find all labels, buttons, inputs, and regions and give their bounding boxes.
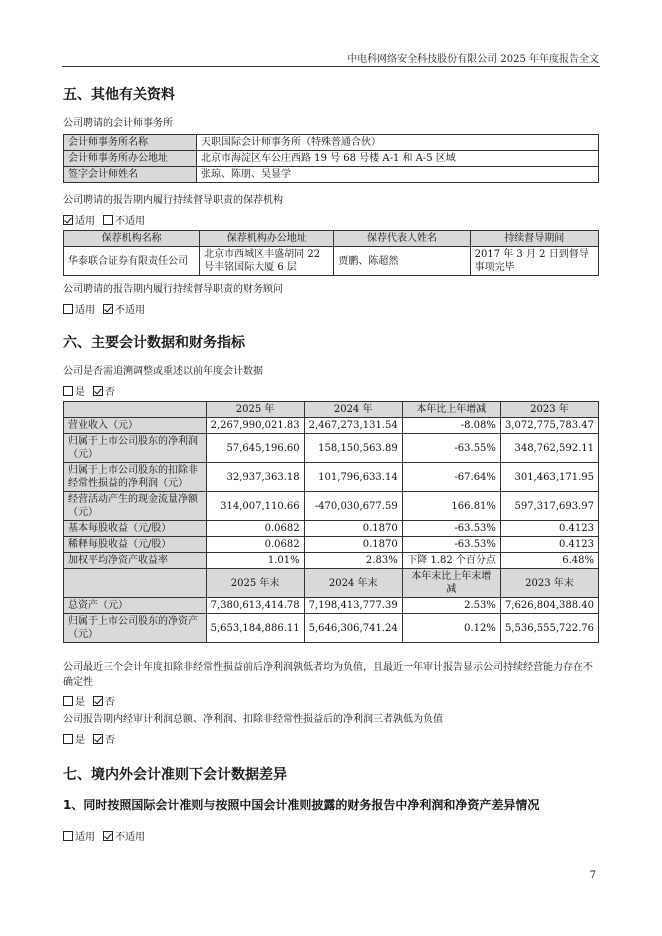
option-label-yes: 是 <box>75 387 85 398</box>
fin-value: 0.0682 <box>206 521 304 537</box>
fin-value: 5,536,555,722.76 <box>500 614 598 643</box>
fin-row-label: 营业收入（元） <box>64 418 207 434</box>
sponsor-row <box>64 247 599 276</box>
fin-header-cell <box>64 569 207 598</box>
firm-value: 北京市海淀区车公庄西路 19 号 68 号楼 A-1 和 A-5 区域 <box>197 151 599 167</box>
sponsor-cell: 北京市西城区丰盛胡同 22 号丰铭国际大厦 6 层 <box>200 247 334 276</box>
fin-header-cell: 2023 年末 <box>500 569 598 598</box>
fin-value: 5,653,184,886.11 <box>206 614 304 643</box>
fin-value: -63.53% <box>402 521 500 537</box>
fin-value: 2,267,990,021.83 <box>206 418 304 434</box>
fin-header-cell: 本年比上年增减 <box>402 402 500 418</box>
restate-intro: 公司是否需追溯调整或重述以前年度会计数据 <box>63 366 263 377</box>
fin-header-cell: 2023 年 <box>500 402 598 418</box>
option-label-no: 否 <box>105 387 115 398</box>
section7-title: 七、境内外会计准则下会计数据差异 <box>63 767 287 783</box>
fin-value: 7,626,804,388.40 <box>500 598 598 614</box>
fin-header-cell: 2024 年 <box>304 402 402 418</box>
fin-value: 158,150,563.89 <box>304 434 402 463</box>
fin-row <box>64 434 599 463</box>
fin-value: 0.0682 <box>206 537 304 553</box>
fin-value: 597,317,693.97 <box>500 492 598 521</box>
negative-option <box>63 731 123 746</box>
fin-value: -470,030,677.59 <box>304 492 402 521</box>
fin-value: 0.1870 <box>304 537 402 553</box>
fin-row-label: 归属于上市公司股东的扣除非经常性损益的净利润（元） <box>64 463 207 492</box>
fin-value: 166.81% <box>402 492 500 521</box>
option-label-no: 不适用 <box>115 216 145 227</box>
checked-box-icon <box>103 304 113 314</box>
fin-value: 0.4123 <box>500 521 598 537</box>
negative-text: 公司报告期内经审计利润总额、净利润、扣除非经常性损益后的净利润三者孰低为负值 <box>63 714 443 725</box>
fin-value: 2.53% <box>402 598 500 614</box>
fin-value: -63.53% <box>402 537 500 553</box>
fin-value: 101,796,633.14 <box>304 463 402 492</box>
option-label-no: 不适用 <box>115 305 145 316</box>
fin-value: 2.83% <box>304 553 402 569</box>
going-concern-option <box>63 693 123 708</box>
fin-row <box>64 521 599 537</box>
fin-value: 0.4123 <box>500 537 598 553</box>
fin-value: 3,072,775,783.47 <box>500 418 598 434</box>
fin-value: 下降 1.82 个百分点 <box>402 553 500 569</box>
fin-header-cell: 2024 年末 <box>304 569 402 598</box>
advisor-intro: 公司聘请的报告期内履行持续督导职责的财务顾问 <box>63 284 283 295</box>
firm-label: 会计师事务所办公地址 <box>64 151 197 167</box>
sponsor-intro: 公司聘请的报告期内履行持续督导职责的保荐机构 <box>63 195 283 206</box>
checked-box-icon <box>63 215 73 225</box>
fin-header-cell <box>64 402 207 418</box>
option-label-no: 否 <box>105 697 115 708</box>
page-header: 中电科网络安全科技股份有限公司 2025 年年度报告全文 <box>347 54 599 65</box>
firm-intro: 公司聘请的会计师事务所 <box>63 118 173 129</box>
fin-value: -8.08% <box>402 418 500 434</box>
financial-table <box>63 401 599 643</box>
header-rule <box>62 66 600 67</box>
checked-box-icon <box>93 696 103 706</box>
firm-row <box>64 167 599 183</box>
fin-value: 2,467,273,131.54 <box>304 418 402 434</box>
fin-value: -67.64% <box>402 463 500 492</box>
fin-value: 0.1870 <box>304 521 402 537</box>
option-label-yes: 是 <box>75 697 85 708</box>
firm-table <box>63 134 599 183</box>
fin-value: 6.48% <box>500 553 598 569</box>
sub1-option <box>63 828 153 843</box>
fin-row-label: 归属于上市公司股东的净资产（元） <box>64 614 207 643</box>
option-label-yes: 适用 <box>75 832 95 843</box>
fin-value: -63.55% <box>402 434 500 463</box>
fin-row <box>64 463 599 492</box>
sponsor-cell: 2017 年 3 月 2 日到督导事项完毕 <box>470 247 598 276</box>
fin-row-label: 经营活动产生的现金流量净额（元） <box>64 492 207 521</box>
fin-row-label: 总资产（元） <box>64 598 207 614</box>
sponsor-header-cell: 保荐代表人姓名 <box>334 231 470 247</box>
fin-value: 7,198,413,777.39 <box>304 598 402 614</box>
unchecked-box-icon <box>63 696 73 706</box>
unchecked-box-icon <box>63 386 73 396</box>
fin-header-cell: 本年末比上年末增减 <box>402 569 500 598</box>
sponsor-option <box>63 212 153 227</box>
fin-value: 5,646,306,741.24 <box>304 614 402 643</box>
sponsor-header-cell: 持续督导期间 <box>470 231 598 247</box>
fin-value: 32,937,363.18 <box>206 463 304 492</box>
firm-row <box>64 135 599 151</box>
fin-value: 0.12% <box>402 614 500 643</box>
sponsor-header-row <box>64 231 599 247</box>
fin-value: 57,645,196.60 <box>206 434 304 463</box>
fin-row <box>64 418 599 434</box>
option-label-yes: 适用 <box>75 305 95 316</box>
option-label-yes: 是 <box>75 735 85 746</box>
fin-value: 314,007,110.66 <box>206 492 304 521</box>
firm-value: 天职国际会计师事务所（特殊普通合伙） <box>197 135 599 151</box>
fin-header-row-2 <box>64 569 599 598</box>
restate-option <box>63 383 123 398</box>
fin-row <box>64 614 599 643</box>
checked-box-icon <box>93 734 103 744</box>
page-number: 7 <box>589 870 596 881</box>
fin-row <box>64 598 599 614</box>
section7-sub1: 1、同时按照国际会计准则与按照中国会计准则披露的财务报告中净利润和净资产差异情况 <box>63 798 540 812</box>
fin-row <box>64 537 599 553</box>
firm-value: 张琼、陈朋、吴显学 <box>197 167 599 183</box>
fin-row-label: 加权平均净资产收益率 <box>64 553 207 569</box>
fin-value: 1.01% <box>206 553 304 569</box>
fin-header-row-1 <box>64 402 599 418</box>
firm-row <box>64 151 599 167</box>
sponsor-cell: 贾鹏、陈超然 <box>334 247 470 276</box>
unchecked-box-icon <box>63 734 73 744</box>
fin-row-label: 稀释每股收益（元/股） <box>64 537 207 553</box>
fin-value: 348,762,592.11 <box>500 434 598 463</box>
firm-label: 签字会计师姓名 <box>64 167 197 183</box>
going-concern-text: 公司最近三个会计年度扣除非经常性损益前后净利润孰低者均为负值，且最近一年审计报告显示公司持续经营能力存在不确定性 <box>63 662 593 688</box>
unchecked-box-icon <box>103 215 113 225</box>
fin-header-cell: 2025 年末 <box>206 569 304 598</box>
sponsor-cell: 华泰联合证券有限责任公司 <box>64 247 200 276</box>
fin-row-label: 基本每股收益（元/股） <box>64 521 207 537</box>
option-label-no: 不适用 <box>115 832 145 843</box>
fin-row-label: 归属于上市公司股东的净利润（元） <box>64 434 207 463</box>
sponsor-header-cell: 保荐机构办公地址 <box>200 231 334 247</box>
option-label-yes: 适用 <box>75 216 95 227</box>
fin-row <box>64 553 599 569</box>
section6-title: 六、主要会计数据和财务指标 <box>63 335 245 351</box>
checked-box-icon <box>103 831 113 841</box>
fin-header-cell: 2025 年 <box>206 402 304 418</box>
firm-label: 会计师事务所名称 <box>64 135 197 151</box>
option-label-no: 否 <box>105 735 115 746</box>
unchecked-box-icon <box>63 831 73 841</box>
fin-value: 301,463,171.95 <box>500 463 598 492</box>
section5-title: 五、其他有关资料 <box>63 87 175 103</box>
sponsor-table <box>63 230 599 276</box>
advisor-option <box>63 301 153 316</box>
unchecked-box-icon <box>63 304 73 314</box>
fin-value: 7,380,613,414.78 <box>206 598 304 614</box>
checked-box-icon <box>93 386 103 396</box>
sponsor-header-cell: 保荐机构名称 <box>64 231 200 247</box>
fin-row <box>64 492 599 521</box>
